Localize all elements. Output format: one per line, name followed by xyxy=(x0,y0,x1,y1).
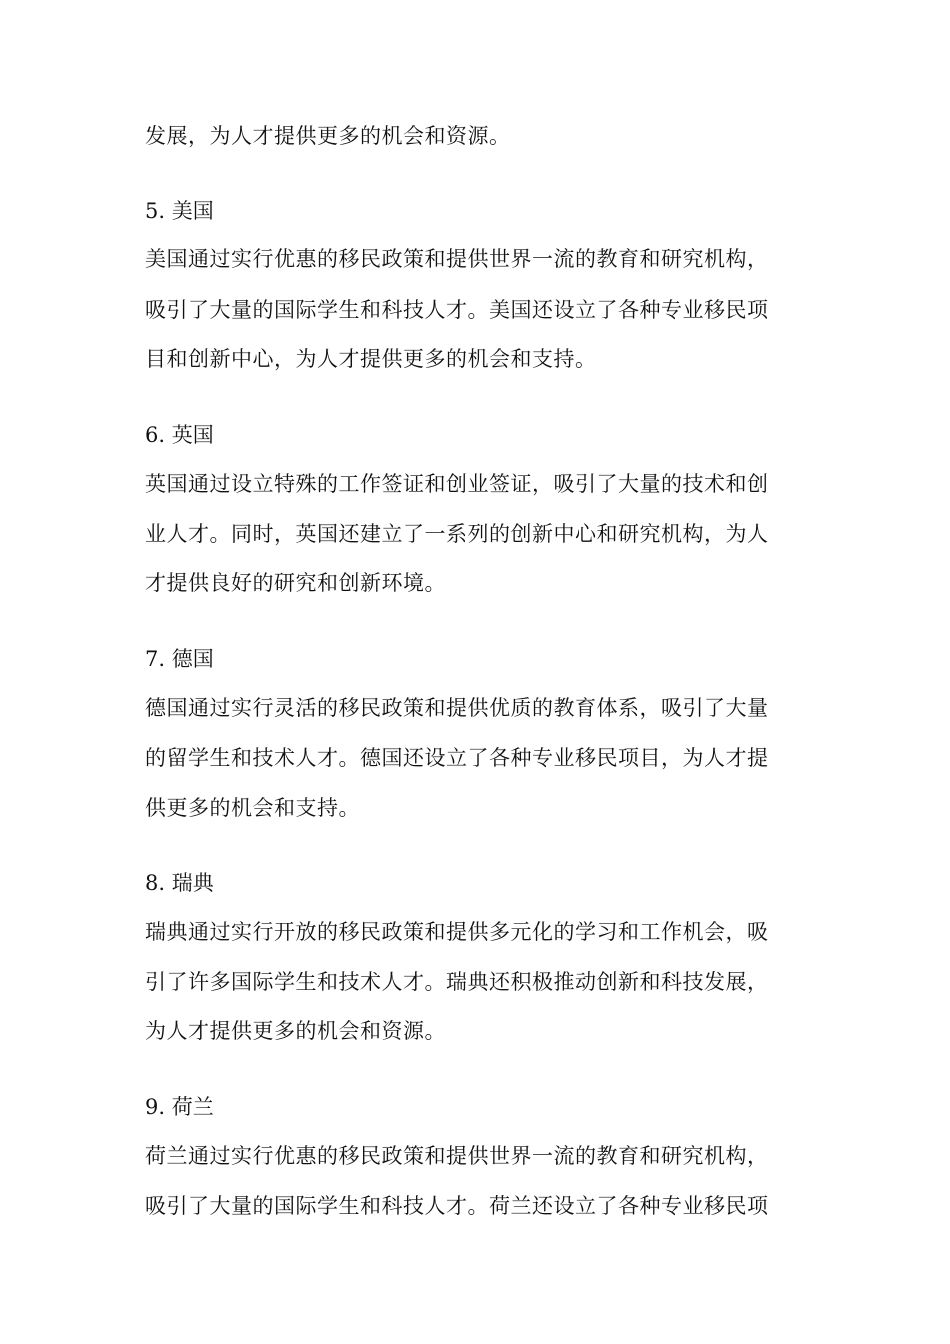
section-heading: 5. 美国 xyxy=(145,199,214,223)
paragraph-line: 美国通过实行优惠的移民政策和提供世界一流的教育和研究机构， xyxy=(145,247,769,271)
paragraph-line: 吸引了大量的国际学生和科技人才。荷兰还设立了各种专业移民项 xyxy=(145,1194,769,1218)
paragraph-line: 荷兰通过实行优惠的移民政策和提供世界一流的教育和研究机构， xyxy=(145,1144,769,1168)
paragraph-line: 引了许多国际学生和技术人才。瑞典还积极推动创新和科技发展， xyxy=(145,970,769,994)
paragraph-line: 为人才提供更多的机会和资源。 xyxy=(145,1019,446,1043)
section-heading: 7. 德国 xyxy=(145,647,214,671)
section-heading: 9. 荷兰 xyxy=(145,1095,214,1119)
paragraph-line: 目和创新中心，为人才提供更多的机会和支持。 xyxy=(145,347,597,371)
paragraph-line: 德国通过实行灵活的移民政策和提供优质的教育体系，吸引了大量 xyxy=(145,696,769,720)
paragraph-line: 供更多的机会和支持。 xyxy=(145,796,360,820)
paragraph-line: 发展，为人才提供更多的机会和资源。 xyxy=(145,124,511,148)
paragraph-line: 瑞典通过实行开放的移民政策和提供多元化的学习和工作机会，吸 xyxy=(145,920,769,944)
section-heading: 6. 英国 xyxy=(145,423,214,447)
paragraph-line: 业人才。同时，英国还建立了一系列的创新中心和研究机构，为人 xyxy=(145,522,769,546)
paragraph-line: 才提供良好的研究和创新环境。 xyxy=(145,571,446,595)
section-heading: 8. 瑞典 xyxy=(145,871,214,895)
paragraph-line: 的留学生和技术人才。德国还设立了各种专业移民项目，为人才提 xyxy=(145,746,769,770)
paragraph-line: 吸引了大量的国际学生和科技人才。美国还设立了各种专业移民项 xyxy=(145,298,769,322)
paragraph-line: 英国通过设立特殊的工作签证和创业签证，吸引了大量的技术和创 xyxy=(145,472,769,496)
